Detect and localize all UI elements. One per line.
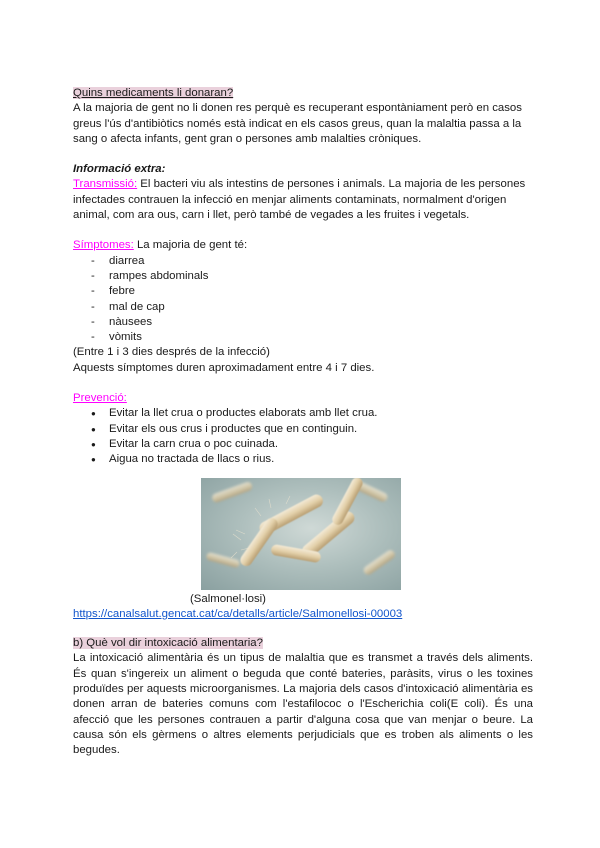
salmonella-image [201,478,401,590]
transmission-paragraph [73,177,533,223]
symptoms-label: Símptomes: [73,239,134,252]
meds-heading-line [73,86,533,101]
list-item: - mal de cap [91,300,533,315]
list-item: ● Aigua no tractada de llacs o rius. [91,452,533,467]
prevention-label-line [73,391,533,406]
section-b-heading-line [73,636,533,651]
figure-caption: (Salmonel·losi) [190,592,266,605]
extra-heading: Informació extra: [73,163,166,176]
list-item: - febre [91,284,533,299]
section-b-body: La intoxicació alimentària és un tipus de malaltia que es transmet a través dels aliments. És quan s'ingereix un aliment o beguda que conté bateries, paràsits, virus o les toxines produïdes per aquests microorganismes. La majoria dels casos d'intoxicació alimentària es donen arran de bateries comuns com l'estafilococ o l'Escherichia coli(E coli). És una afecció que les persones contrauen a partir d'alguna cosa que van menjar o beure. La causa són els gèrmens o altres elements perjudicials que es troben als aliments o les begudes. [73,652,533,757]
list-item: ● Evitar la llet crua o productes elaborats amb llet crua. [91,406,533,421]
transmission-text: El bacteri viu als intestins de persones i animals. La majoria de les persones infectades contrauen la infecció en menjar aliments contaminats, normalment d'origen animal, com ara ous, carn i llet, però també de vegades a les fruites i vegetals. [73,178,526,222]
prevention-list [73,406,533,467]
meds-body: A la majoria de gent no li donen res perquè es recuperant espontàniament però en casos greus l'ús d'antibiòtics només està indicat en els casos greus, quan la malaltia passa a la sang o afecta infants, gent gran o persones amb malalties cròniques. [73,102,522,145]
list-item: - rampes abdominals [91,269,533,284]
bacteria-illustration [201,478,401,590]
list-item: - diarrea [91,254,533,269]
list-item: - vòmits [91,330,533,345]
document-page [73,86,533,759]
symptoms-paragraph [73,238,533,253]
symptoms-duration: Aquests símptomes duren aproximadament entre 4 i 7 dies. [73,361,375,374]
source-link[interactable]: https://canalsalut.gencat.cat/ca/detalls/article/Salmonellosi-00003 [73,607,403,620]
symptoms-intro: La majoria de gent té: [133,239,248,252]
section-b-heading: b) Què vol dir intoxicació alimentaria? [73,637,263,650]
list-item: ● Evitar els ous crus i productes que en continguin. [91,422,533,437]
source-link-line [73,607,533,622]
list-item: - nàusees [91,315,533,330]
transmission-label: Transmissió: [73,178,138,191]
meds-heading: Quins medicaments li donaran? [73,87,234,99]
list-item: ● Evitar la carn crua o poc cuinada. [91,437,533,452]
symptoms-onset: (Entre 1 i 3 dies després de la infecció) [73,346,270,359]
symptoms-list [73,254,533,346]
prevention-label: Prevenció: [73,392,127,405]
